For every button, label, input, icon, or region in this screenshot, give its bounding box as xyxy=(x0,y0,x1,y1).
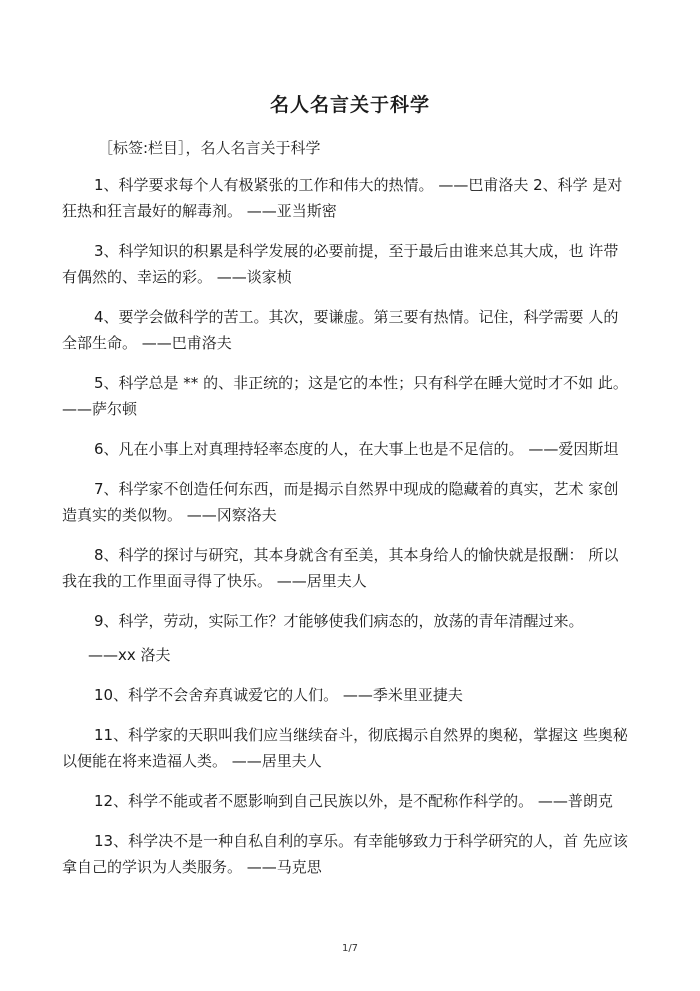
quote-item: 6、凡在小事上对真理持轻率态度的人，在大事上也是不足信的。 ——爱因斯坦 xyxy=(94,440,619,458)
tagline: ［标签:栏目］，名人名言关于科学 xyxy=(98,139,321,157)
quote-list xyxy=(62,172,628,894)
quote-item: 4、要学会做科学的苦工。其次，要谦虚。第三要有热情。记住，科学需要 人的全部生命。 ——巴甫洛夫 xyxy=(62,308,619,352)
quote-item: 1、科学要求每个人有极紧张的工作和伟大的热情。 ——巴甫洛夫 2、科学 是对狂热和狂言最好的解毒剂。 ——亚当斯密 xyxy=(62,176,623,220)
quote-item: 10、科学不会舍弃真诚爱它的人们。 ——季米里亚捷夫 xyxy=(94,686,463,704)
quote-attribution: ——xx 洛夫 xyxy=(88,646,171,664)
quote-item: 11、科学家的天职叫我们应当继续奋斗，彻底揭示自然界的奥秘，掌握这 些奥秘以便能在将来造福人类。 ——居里夫人 xyxy=(62,726,628,770)
quote-item: 12、科学不能或者不愿影响到自己民族以外，是不配称作科学的。 ——普朗克 xyxy=(94,792,613,810)
page-number: 1/7 xyxy=(341,943,359,954)
quote-item: 8、科学的探讨与研究，其本身就含有至美，其本身给人的愉快就是报酬： 所以我在我的工作里面寻得了快乐。 ——居里夫人 xyxy=(62,546,619,590)
quote-item: 7、科学家不创造任何东西，而是揭示自然界中现成的隐藏着的真实，艺术 家创造真实的类似物。 ——冈察洛夫 xyxy=(62,480,619,524)
quote-item: 3、科学知识的积累是科学发展的必要前提，至于最后由谁来总其大成，也 许带有偶然的、幸运的彩。 ——谈家桢 xyxy=(62,242,619,286)
quote-item: 9、科学，劳动，实际工作？才能够使我们病态的，放荡的青年清醒过来。 xyxy=(94,612,584,630)
page-title: 名人名言关于科学 xyxy=(269,94,430,116)
quote-item: 13、科学决不是一种自私自利的享乐。有幸能够致力于科学研究的人，首 先应该拿自己的学识为人类服务。 ——马克思 xyxy=(62,832,628,876)
quote-item: 5、科学总是 ** 的、非正统的；这是它的本性；只有科学在睡大觉时才不如 此。 ——萨尔顿 xyxy=(62,374,628,418)
